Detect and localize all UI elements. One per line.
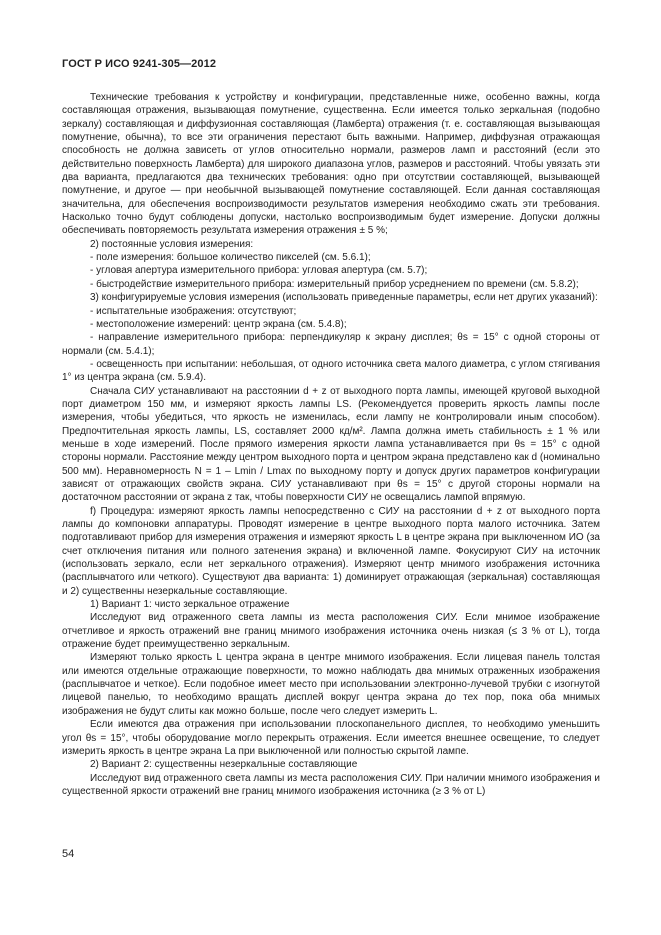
paragraph-1: Технические требования к устройству и конфигурации, представленные ниже, особенно важны, когда составляющая отражения, вызывающая помутнение, существенна. Если имеется только зеркальная (подобно зеркалу) составляющая и диффузионная составляющая (Ламберта) отражения (т. е. составляющая вызывающая помутнение, обычна), то все эти ограничения перестают быть важными. Например, диффузная отражающая способность не должна зависеть от углов относительно нормали, размеров ламп и расстояний (если это действительно поверхность Ламберта) для широкого диапазона углов, размеров и расстояний. Чтобы увязать эти два варианта, предлагаются два технических требования: одно при отсутствии составляющей, вызывающей помутнение, и другое — при необычной вызывающей помутнение составляющей. Если данная составляющая значительна, для обеспечения воспроизводимости результатов измерения необходимо сжать эти требования. Насколько точно будут соблюдены допуски, настолько воспроизводимым будет измерение. Допуски должны обеспечивать повторяемость результата измерения отражения ± 5 %; [62, 92, 600, 237]
document-body [62, 91, 600, 798]
paragraph-6: 3) конфигурируемые условия измерения (использовать приведенные параметры, если нет других указаний): [90, 292, 598, 304]
paragraph-10: - освещенность при испытании: небольшая, от одного источника света малого диаметра, с углом стягивания 1° из центра экрана (см. 5.9.4). [62, 358, 600, 384]
paragraph-4: - угловая апертура измерительного прибора: угловая апертура (см. 5.7); [90, 265, 428, 277]
paragraph-12: f) Процедура: измеряют яркость лампы непосредственно с СИУ на расстоянии d + z от выходного порта лампы до компоновки аппаратуры. Проводят измерение в центре выходного порта малого источника. Затем подготавливают прибор для измерения отражения и измеряют яркость L в центре экрана при выключенном ИО (за счет отключения питания или полного затенения экрана) и включенной лампе. Фокусируют СИУ на источник (использовать зеркало, если нет зеркального отражения). Измеряют центр мнимого изображения источника (расплывчатого или четкого). Существуют два варианта: 1) доминирует отражающая (зеркальная) составляющая и 2) существенны незеркальные составляющие. [62, 505, 600, 597]
paragraph-7: - испытательные изображения: отсутствуют; [90, 305, 297, 317]
paragraph-15: Измеряют только яркость L центра экрана в центре мнимого изображения. Если лицевая панель толстая или имеются отдельные отражающие поверхности, то можно наблюдать два мнимых отраженных изображения (расплывчатое и четкое). Если подобное имеет место при использовании электронно-лучевой трубки с изогнутой лицевой панелью, то необходимо вращать дисплей вокруг центра экрана до тех пор, пока оба мнимых изображения не будут слиты как можно больше, после чего следует измерить L. [62, 652, 600, 717]
paragraph-16: Если имеются два отражения при использовании плоскопанельного дисплея, то необходимо уменьшить угол θs = 15°, чтобы оборудование могло перекрыть отражения. Если имеется внешнее освещение, то следует измерить яркость в центре экрана La при выключенной или полностью скрытой лампе. [62, 719, 600, 757]
paragraph-11: Сначала СИУ устанавливают на расстоянии d + z от выходного порта лампы, имеющей круговой выходной порт диаметром 150 мм, и измеряют яркость лампы LS. (Рекомендуется проверить яркость лампы после измерения, чтобы убедиться, что яркость не изменилась, если лампу не контролировали иным способом). Предпочтительная яркость лампы, LS, составляет 2000 кд/м². Лампа должна иметь стабильность ± 1 % или меньше в ходе измерений. После прямого измерения яркости лампа устанавливается при θs = 15° с одной стороны нормали. Расстояние между центром выходного порта и центром экрана представлено как d (номинально 500 мм). Неравномерность N = 1 – Lmin / Lmax по выходному порту и допуск других параметров конфигурации зависят от отражающих свойств экрана. СИУ устанавливают при θs = 15° с другой стороны нормали на достаточном расстоянии от экрана z так, чтобы поверхности СИУ не освещались лампой впрямую. [62, 385, 600, 504]
paragraph-2: 2) постоянные условия измерения: [90, 238, 254, 250]
document-header: ГОСТ Р ИСО 9241-305—2012 [62, 58, 217, 70]
paragraph-17: 2) Вариант 2: существенны незеркальные составляющие [90, 759, 358, 771]
paragraph-18: Исследуют вид отраженного света лампы из места расположения СИУ. При наличии мнимого изображения и существенной яркости отражений вне границ мнимого изображения источника (≥ 3 % от L) [62, 772, 600, 797]
paragraph-3: - поле измерения: большое количество пикселей (см. 5.6.1); [90, 252, 371, 264]
paragraph-9: - направление измерительного прибора: перпендикуляр к экрану дисплея; θs = 15° с одной стороны от нормали (см. 5.4.1); [62, 332, 600, 357]
paragraph-8: - местоположение измерений: центр экрана (см. 5.4.8); [90, 318, 347, 330]
paragraph-14: Исследуют вид отраженного света лампы из места расположения СИУ. Если мнимое изображение отчетливое и яркость отражений вне границ мнимого изображения источника очень низкая (≤ 3 % от L), тогда отражение будет преимущественно зеркальным. [62, 612, 600, 651]
paragraph-13: 1) Вариант 1: чисто зеркальное отражение [90, 599, 290, 611]
page-number: 54 [62, 848, 75, 860]
paragraph-5: - быстродействие измерительного прибора: измерительный прибор усреднением по времени (см. 5.8.2); [90, 278, 579, 290]
